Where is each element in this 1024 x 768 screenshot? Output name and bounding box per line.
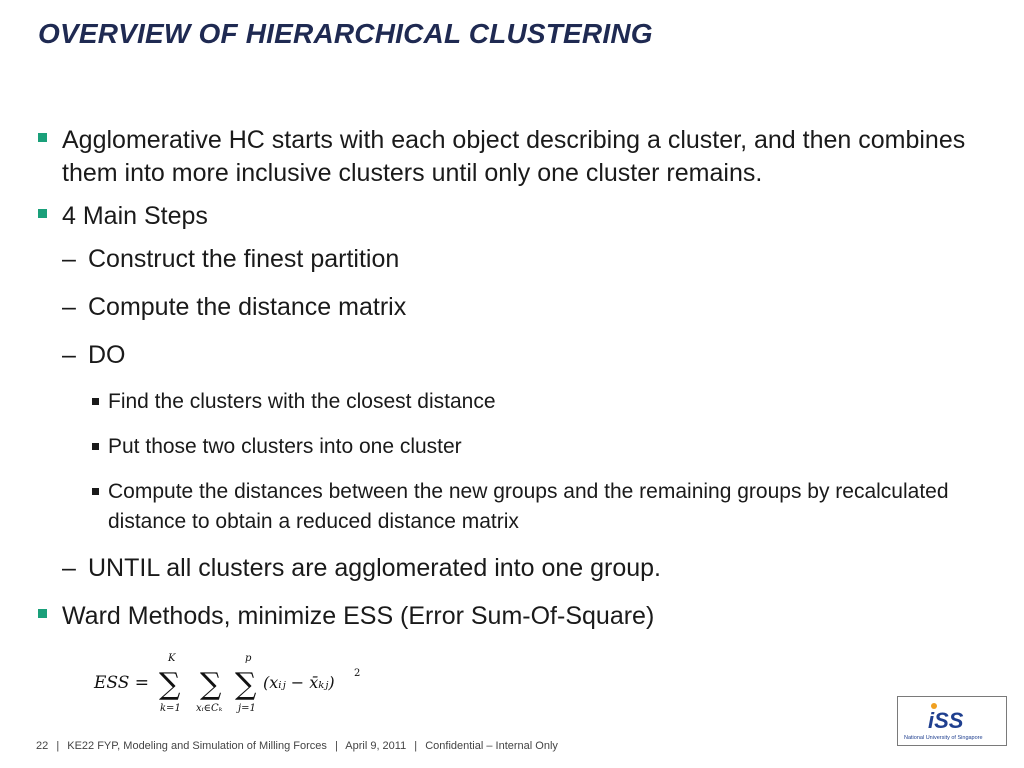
square-bullet-icon (38, 209, 47, 218)
step-text: UNTIL all clusters are agglomerated into one group. (88, 554, 661, 582)
sum-1-upper: K (168, 653, 176, 664)
logo-org: National University of Singapore (904, 735, 983, 741)
square-bullet-icon (38, 133, 47, 142)
sum-1-lower: k=1 (160, 703, 181, 714)
step-do (38, 339, 1008, 372)
sum-1-symbol: ∑ (159, 667, 181, 702)
bullet-text: Ward Methods, minimize ESS (Error Sum-Of-Square) (62, 602, 655, 630)
step-text: DO (88, 341, 126, 369)
step-construct (38, 243, 1008, 276)
sum-3-upper: p (245, 653, 252, 664)
ess-formula (92, 650, 372, 716)
substep-merge (38, 432, 1008, 462)
substep-text: Compute the distances between the new groups and the remaining groups by recalculated distance to obtain a reduced distance matrix (108, 480, 949, 533)
bullet-ward (38, 600, 1008, 633)
slide-title: OVERVIEW OF HIERARCHICAL CLUSTERING (38, 18, 653, 49)
dash-bullet: – (62, 293, 76, 321)
sum-3-symbol: ∑ (235, 667, 257, 702)
step-text: Construct the finest partition (88, 245, 400, 273)
step-until (38, 552, 1008, 585)
substep-text: Put those two clusters into one cluster (108, 435, 462, 458)
substep-recompute (38, 477, 1008, 537)
small-square-bullet-icon (92, 488, 99, 495)
substep-text: Find the clusters with the closest distance (108, 390, 496, 413)
bullet-text: Agglomerative HC starts with each object describing a cluster, and then combines them into more inclusive clusters until only one cluster remains. (62, 126, 966, 187)
formula-exponent: 2 (354, 668, 361, 679)
formula-term: (xᵢⱼ − x̄ₖⱼ) (263, 673, 335, 692)
dash-bullet: – (62, 341, 76, 369)
bullet-text: 4 Main Steps (62, 202, 208, 230)
step-text: Compute the distance matrix (88, 293, 407, 321)
small-square-bullet-icon (92, 398, 99, 405)
sum-3-lower: j=1 (238, 703, 256, 714)
footer-confidentiality: Confidential – Internal Only (425, 740, 558, 752)
footer-page-number: 22 (36, 740, 49, 752)
formula-lhs: ESS = (94, 673, 150, 693)
slide-body (38, 124, 1008, 643)
footer-date: April 9, 2011 (345, 740, 407, 752)
footer-separator: | (414, 740, 418, 752)
footer-separator: | (334, 740, 338, 752)
iss-logo (897, 696, 1007, 746)
dash-bullet: – (62, 245, 76, 273)
slide-footer (36, 740, 558, 752)
sum-2-lower: xᵢ∈Cₖ (196, 703, 223, 714)
small-square-bullet-icon (92, 443, 99, 450)
sum-2-symbol: ∑ (200, 667, 222, 702)
bullet-main-steps (38, 200, 1008, 233)
substep-find (38, 387, 1008, 417)
logo-brand: iSS (928, 708, 964, 733)
square-bullet-icon (38, 609, 47, 618)
step-compute (38, 291, 1008, 324)
bullet-agglomerative (38, 124, 1008, 190)
dash-bullet: – (62, 554, 76, 582)
footer-separator: | (56, 740, 60, 752)
iss-logo-graphic (898, 697, 1006, 745)
footer-project: KE22 FYP, Modeling and Simulation of Milling Forces (67, 740, 327, 752)
